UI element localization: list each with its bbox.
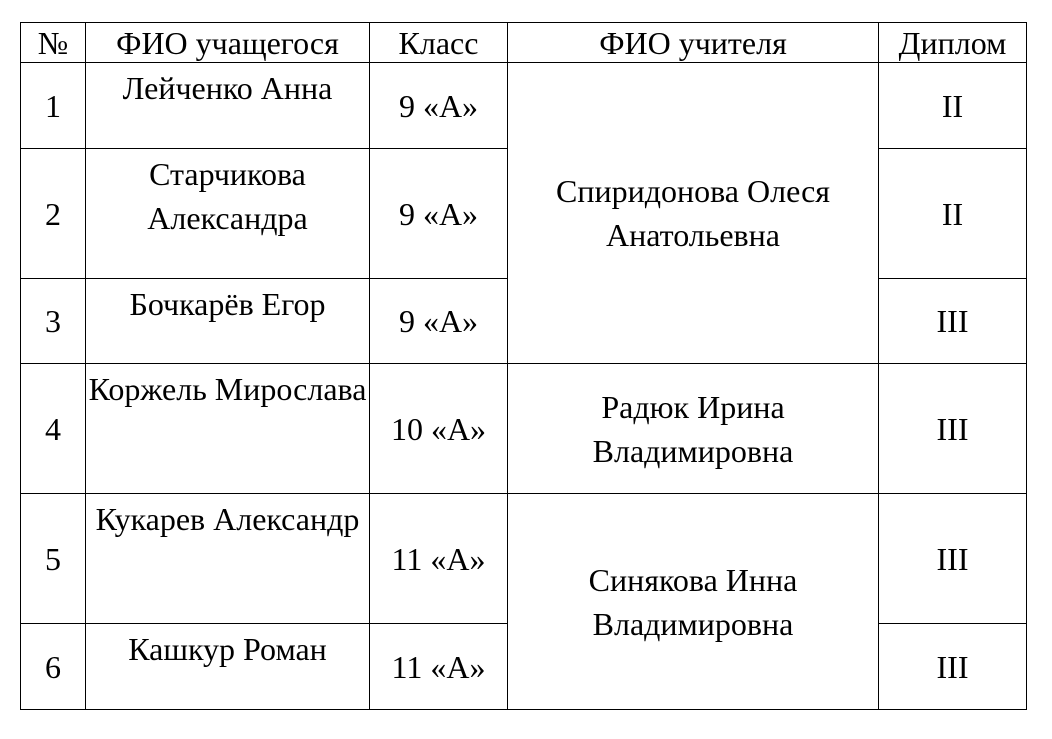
student-name-cell xyxy=(86,494,370,624)
header-student-name: ФИО учащегося xyxy=(86,23,370,63)
row-number: 6 xyxy=(21,624,86,710)
student-name-cell xyxy=(86,63,370,149)
diploma-cell: II xyxy=(879,149,1027,279)
class-cell: 9 «А» xyxy=(370,279,508,364)
student-name-cell xyxy=(86,624,370,710)
student-name-cell xyxy=(86,364,370,494)
diploma-cell: III xyxy=(879,624,1027,710)
class-cell: 9 «А» xyxy=(370,63,508,149)
header-class: Класс xyxy=(370,23,508,63)
teacher-name: Радюк Ирина Владимировна xyxy=(592,388,794,469)
diploma-cell: III xyxy=(879,364,1027,494)
row-number: 3 xyxy=(21,279,86,364)
header-number: № xyxy=(21,23,86,63)
teacher-name: Спиридонова Олеся Анатольевна xyxy=(555,173,830,253)
header-teacher-name: ФИО учителя xyxy=(508,23,879,63)
diploma-cell: II xyxy=(879,63,1027,149)
student-name: Бочкарёв Егор xyxy=(129,286,326,322)
row-number: 2 xyxy=(21,149,86,279)
class-cell: 11 «А» xyxy=(370,494,508,624)
diploma-cell: III xyxy=(879,279,1027,364)
table-row xyxy=(21,63,1027,149)
class-cell: 11 «А» xyxy=(370,624,508,710)
student-name-cell xyxy=(86,149,370,279)
row-number: 1 xyxy=(21,63,86,149)
teacher-name-cell xyxy=(508,63,879,364)
teacher-name-cell xyxy=(508,364,879,494)
results-table xyxy=(20,22,1027,710)
header-diploma: Диплом xyxy=(879,23,1027,63)
class-cell: 9 «А» xyxy=(370,149,508,279)
row-number: 4 xyxy=(21,364,86,494)
student-name: Лейченко Анна xyxy=(122,70,333,106)
student-name-cell xyxy=(86,279,370,364)
student-name: Кашкур Роман xyxy=(128,631,327,667)
student-name: Кукарев Александр xyxy=(95,501,360,537)
table-row xyxy=(21,364,1027,494)
student-name: Старчикова Александра xyxy=(147,156,308,236)
teacher-name-cell xyxy=(508,494,879,710)
table-row xyxy=(21,494,1027,624)
student-name: Коржель Мирослава xyxy=(88,371,367,407)
row-number: 5 xyxy=(21,494,86,624)
teacher-name: Синякова Инна Владимировна xyxy=(588,561,798,642)
header-row xyxy=(21,23,1027,63)
diploma-cell: III xyxy=(879,494,1027,624)
class-cell: 10 «А» xyxy=(370,364,508,494)
